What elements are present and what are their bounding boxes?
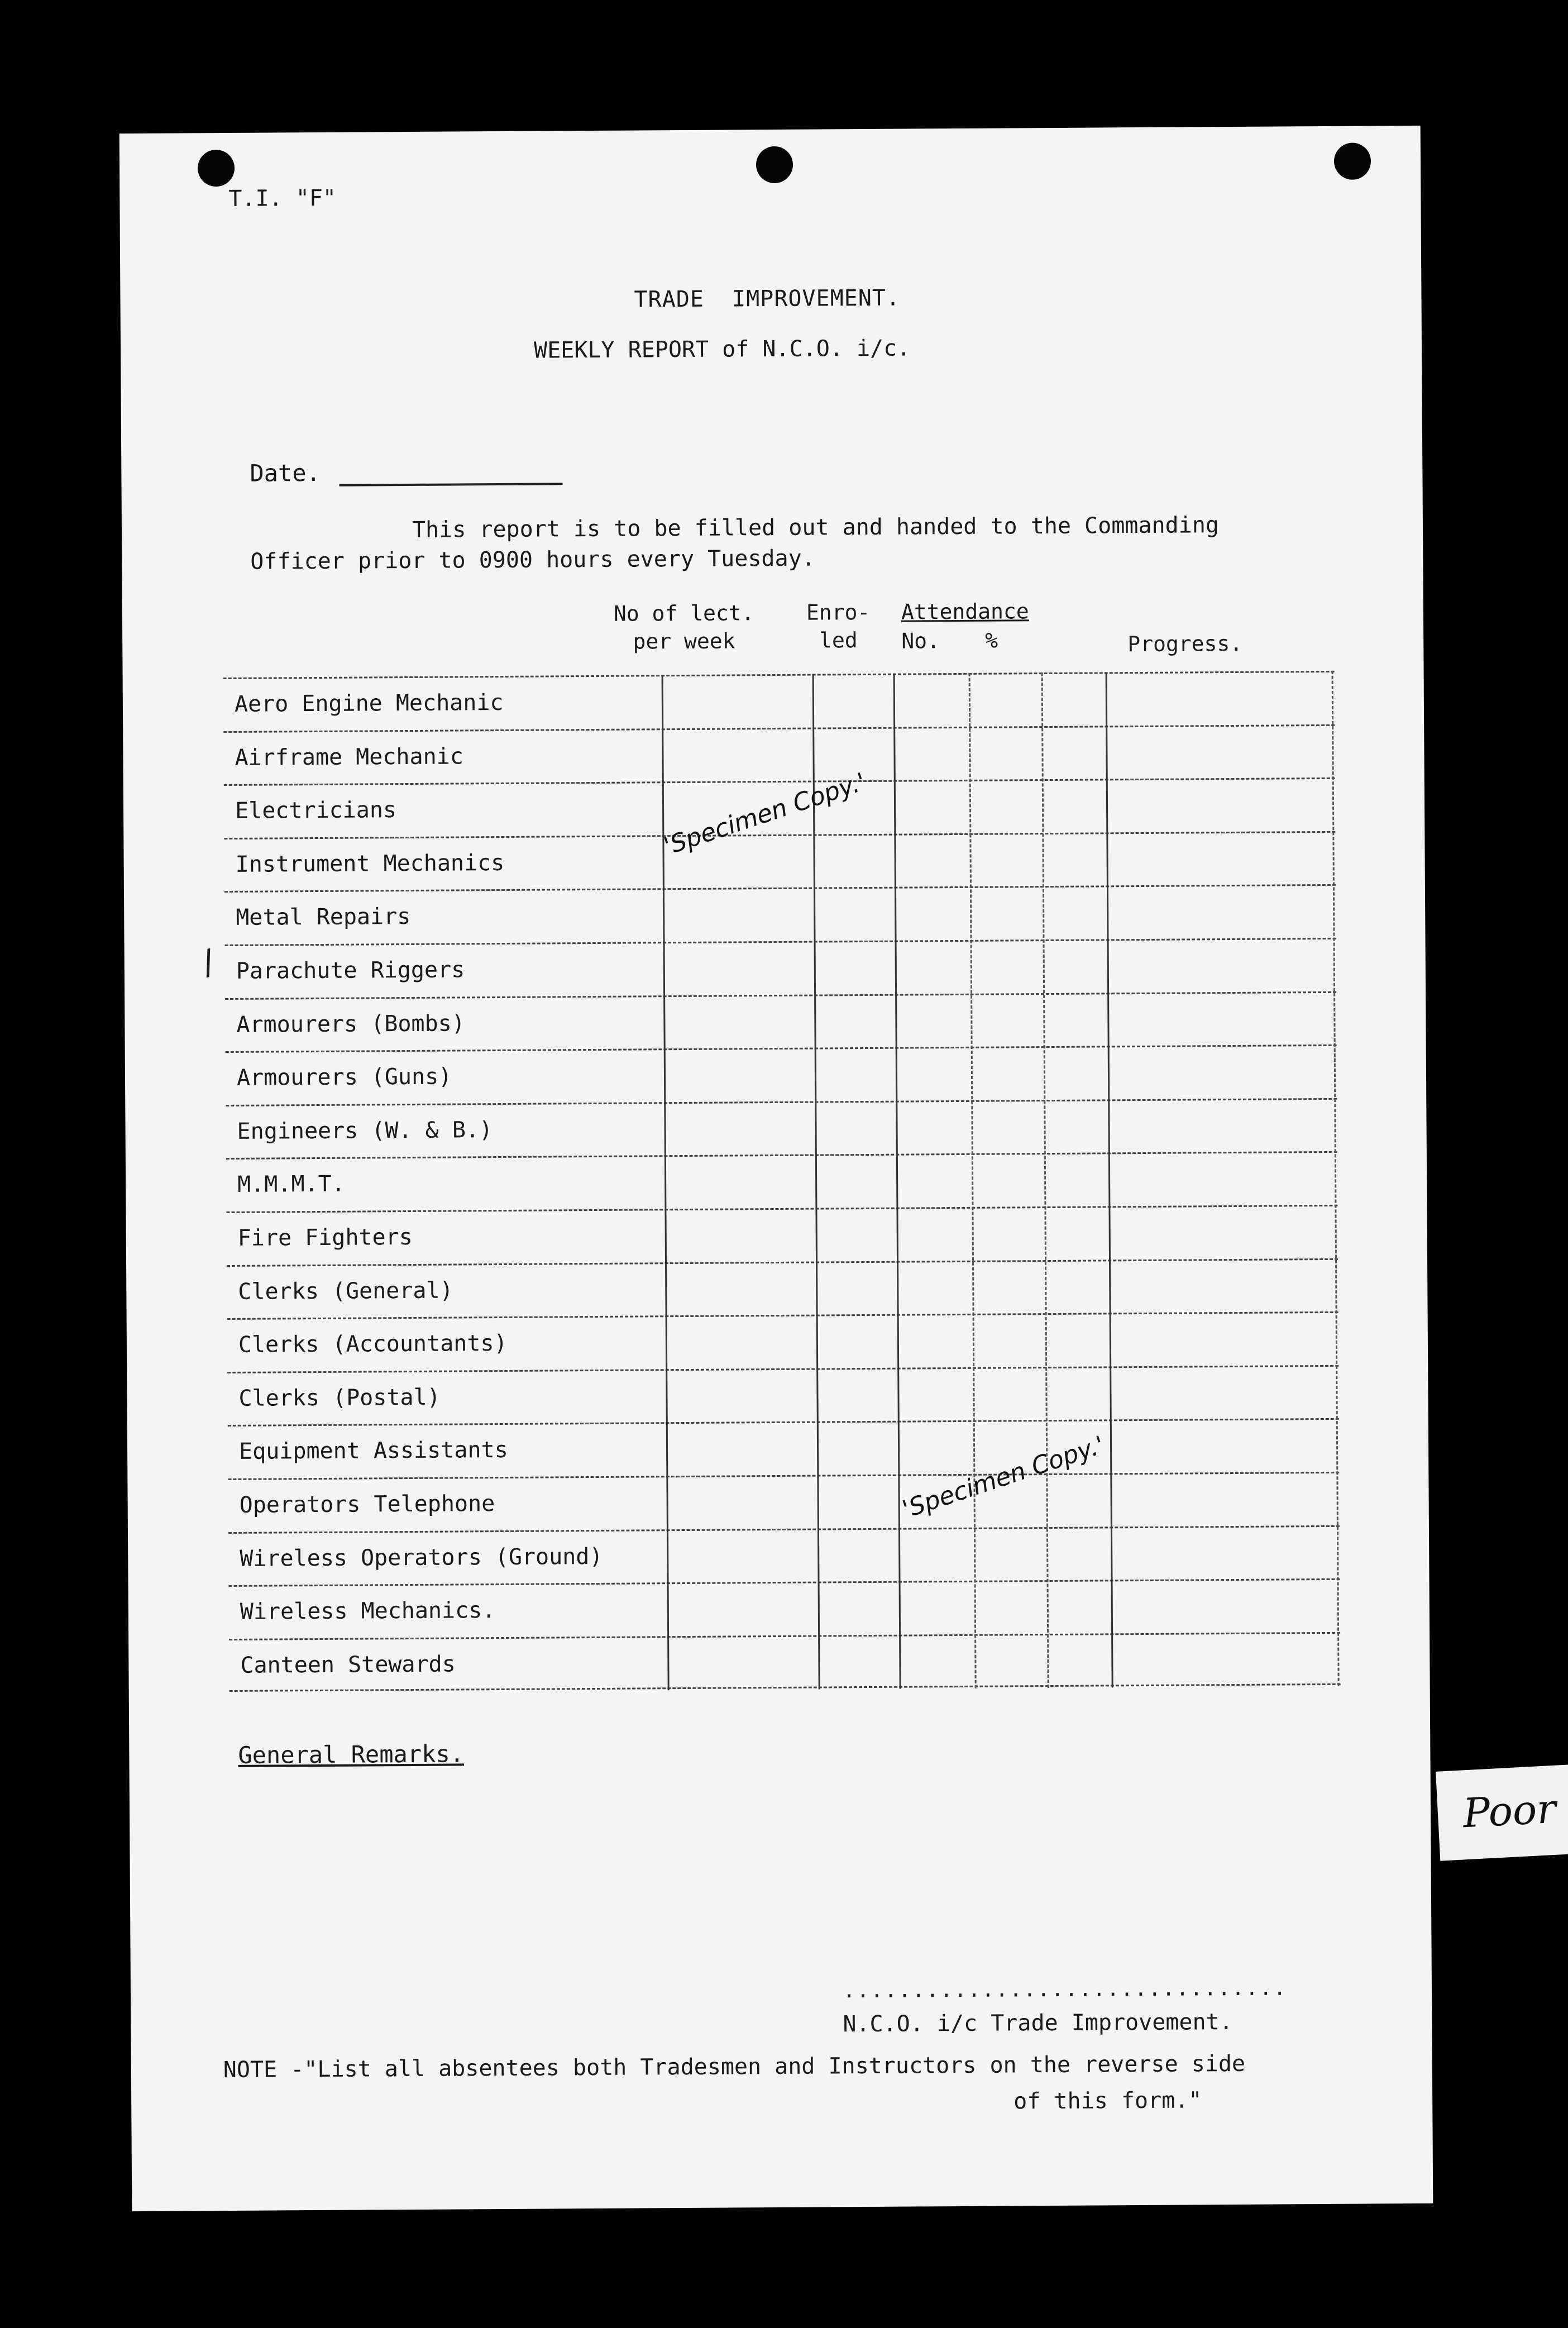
table-row bbox=[227, 1365, 1339, 1425]
general-remarks-label: General Remarks. bbox=[238, 1740, 465, 1769]
table-row bbox=[224, 831, 1336, 891]
specimen-stamp: 'Specimen Copy.' bbox=[660, 767, 870, 861]
column-header-progress: Progress. bbox=[1127, 631, 1243, 657]
margin-mark: / bbox=[197, 942, 219, 983]
trade-label: Airframe Mechanic bbox=[235, 743, 464, 771]
punch-hole bbox=[756, 146, 793, 183]
signature-label: N.C.O. i/c Trade Improvement. bbox=[843, 2009, 1233, 2038]
trade-label: Canteen Stewards bbox=[240, 1651, 456, 1678]
table-row bbox=[226, 1151, 1338, 1211]
trade-label: Metal Repairs bbox=[236, 904, 411, 931]
column-header-lectures: No of lect. per week bbox=[613, 600, 754, 654]
trade-label: Aero Engine Mechanic bbox=[234, 689, 504, 717]
trade-label: Operators Telephone bbox=[239, 1490, 495, 1518]
table-row bbox=[229, 1578, 1341, 1639]
trade-label: Clerks (Accountants) bbox=[238, 1330, 508, 1358]
trade-label: Clerks (Postal) bbox=[238, 1384, 441, 1411]
table-row bbox=[224, 884, 1336, 944]
table-row bbox=[225, 938, 1337, 998]
corner-label: Poor bbox=[1461, 1785, 1557, 1837]
trade-label: Instrument Mechanics bbox=[235, 850, 505, 877]
table-row bbox=[227, 1311, 1339, 1372]
trade-label: Wireless Mechanics. bbox=[240, 1597, 496, 1625]
punch-hole bbox=[1334, 142, 1371, 179]
table-row bbox=[223, 671, 1335, 731]
date-field[interactable] bbox=[340, 483, 563, 486]
trade-label: Parachute Riggers bbox=[236, 957, 465, 984]
trade-label: Clerks (General) bbox=[238, 1277, 453, 1305]
trade-label: M.M.M.T. bbox=[237, 1171, 345, 1198]
specimen-stamp: 'Specimen Copy.' bbox=[898, 1430, 1108, 1524]
table-row bbox=[226, 1205, 1338, 1265]
form-subtitle: WEEKLY REPORT of N.C.O. i/c. bbox=[533, 335, 911, 364]
punch-hole bbox=[198, 150, 235, 187]
signature-line: ................................ bbox=[842, 1975, 1288, 2003]
form-title: TRADE IMPROVEMENT. bbox=[634, 285, 901, 313]
table-row bbox=[227, 1258, 1338, 1318]
form-sheet bbox=[119, 126, 1433, 2211]
column-header-enrolled: Enro- led bbox=[806, 599, 871, 653]
note-line-1: NOTE -"List all absentees both Tradesmen and Instructors on the reverse side bbox=[223, 2050, 1246, 2083]
instruction-line-1: This report is to be filled out and handed to the Commanding bbox=[412, 512, 1220, 543]
trade-label: Armourers (Bombs) bbox=[236, 1010, 465, 1038]
trade-label: Wireless Operators (Ground) bbox=[240, 1543, 603, 1572]
table-row bbox=[226, 1098, 1337, 1158]
date-label: Date. bbox=[250, 459, 321, 487]
trade-label: Fire Fighters bbox=[237, 1224, 413, 1251]
table-row bbox=[228, 1525, 1340, 1585]
column-header-attendance-pct: % bbox=[985, 628, 998, 653]
note-line-2: of this form." bbox=[1014, 2087, 1202, 2115]
trade-table bbox=[223, 671, 1341, 1692]
table-row bbox=[229, 1632, 1341, 1692]
table-row bbox=[225, 991, 1337, 1051]
trade-label: Armourers (Guns) bbox=[236, 1063, 452, 1091]
trade-label: Engineers (W. & B.) bbox=[237, 1117, 493, 1144]
table-row bbox=[228, 1418, 1340, 1478]
column-header-attendance: Attendance bbox=[901, 599, 1029, 624]
corner-label-card bbox=[1436, 1764, 1568, 1861]
form-reference: T.I. "F" bbox=[228, 185, 337, 212]
table-row bbox=[223, 724, 1335, 784]
trade-label: Electricians bbox=[235, 797, 397, 824]
instruction-line-2: Officer prior to 0900 hours every Tuesday. bbox=[250, 545, 815, 575]
trade-label: Equipment Assistants bbox=[238, 1437, 508, 1465]
column-header-attendance-no: No. bbox=[901, 628, 940, 653]
table-row bbox=[228, 1472, 1340, 1532]
table-row bbox=[226, 1044, 1337, 1105]
